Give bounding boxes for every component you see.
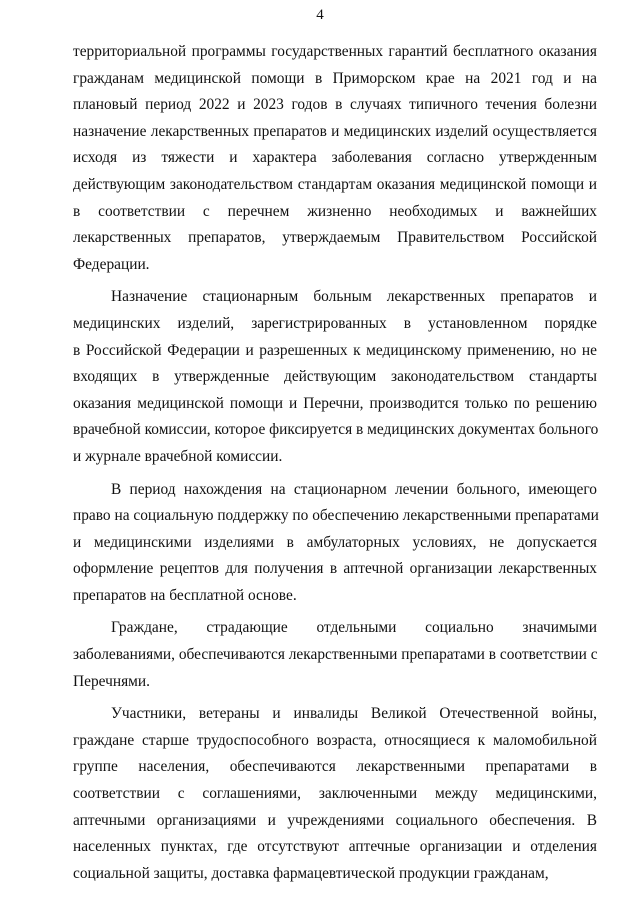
text-line: Перечнями.	[73, 672, 150, 690]
page-number: 4	[316, 7, 324, 23]
text-line: соответствии с соглашениями, заключенными между медицинскими,	[73, 785, 597, 803]
text-line: Назначение стационарным больным лекарственных препаратов и	[111, 288, 597, 306]
text-line: препаратов на бесплатной основе.	[73, 586, 297, 604]
text-line: назначение лекарственных препаратов и медицинских изделий осуществляется	[73, 122, 597, 140]
text-line: в Российской Федерации и разрешенных к медицинскому применению, но не	[73, 341, 597, 359]
text-line: В период нахождения на стационарном лечении больного, имеющего	[111, 480, 597, 498]
text-line: заболеваниями, обеспечиваются лекарственными препаратами в соответствии с	[73, 646, 598, 664]
text-line: Граждане, страдающие отдельными социально значимыми	[111, 619, 597, 637]
text-line: Участники, ветераны и инвалиды Великой Отечественной войны,	[111, 705, 597, 723]
paragraph	[73, 615, 597, 695]
text-line: территориальной программы государственных гарантий бесплатного оказания	[73, 43, 597, 60]
text-line: аптечными организациями и учреждениями социального обеспечения. В	[73, 811, 597, 829]
text-line: Федерации.	[73, 255, 150, 273]
text-line: лекарственных препаратов, утверждаемым Правительством Российской	[73, 229, 597, 247]
text-line: исходя из тяжести и характера заболевания согласно утвержденным	[73, 149, 597, 167]
text-line: действующим законодательством стандартам оказания медицинской помощи и	[73, 175, 597, 193]
text-line: населенных пунктах, где отсутствуют аптечные организации и отделения	[73, 838, 597, 856]
paragraph	[73, 284, 597, 470]
text-line: социальной защиты, доставка фармацевтической продукции гражданам,	[73, 864, 549, 882]
text-line: плановый период 2022 и 2023 годов в случаях типичного течения болезни	[73, 96, 597, 114]
text-line: гражданам медицинской помощи в Приморском крае на 2021 год и на	[73, 69, 597, 87]
text-line: входящих в утвержденные действующим законодательством стандарты	[73, 368, 597, 386]
text-line: группе населения, обеспечиваются лекарственными препаратами в	[73, 758, 597, 776]
document-body	[73, 39, 597, 887]
text-line: оказания медицинской помощи и Перечни, производится только по решению	[73, 394, 597, 412]
text-line: оформление рецептов для получения в аптечной организации лекарственных	[73, 560, 597, 578]
text-line: медицинских изделий, зарегистрированных в установленном порядке	[73, 314, 597, 332]
text-line: и медицинскими изделиями в амбулаторных условиях, не допускается	[73, 533, 597, 551]
paragraph	[73, 477, 597, 610]
text-line: право на социальную поддержку по обеспечению лекарственными препаратами	[73, 507, 599, 525]
text-line: и журнале врачебной комиссии.	[73, 447, 283, 465]
text-line: врачебной комиссии, которое фиксируется в медицинских документах больного	[73, 421, 599, 439]
text-line: граждане старше трудоспособного возраста, относящиеся к маломобильной	[73, 731, 597, 749]
paragraph	[73, 701, 597, 887]
text-line: в соответствии с перечнем жизненно необходимых и важнейших	[73, 202, 597, 220]
paragraph	[73, 39, 597, 278]
